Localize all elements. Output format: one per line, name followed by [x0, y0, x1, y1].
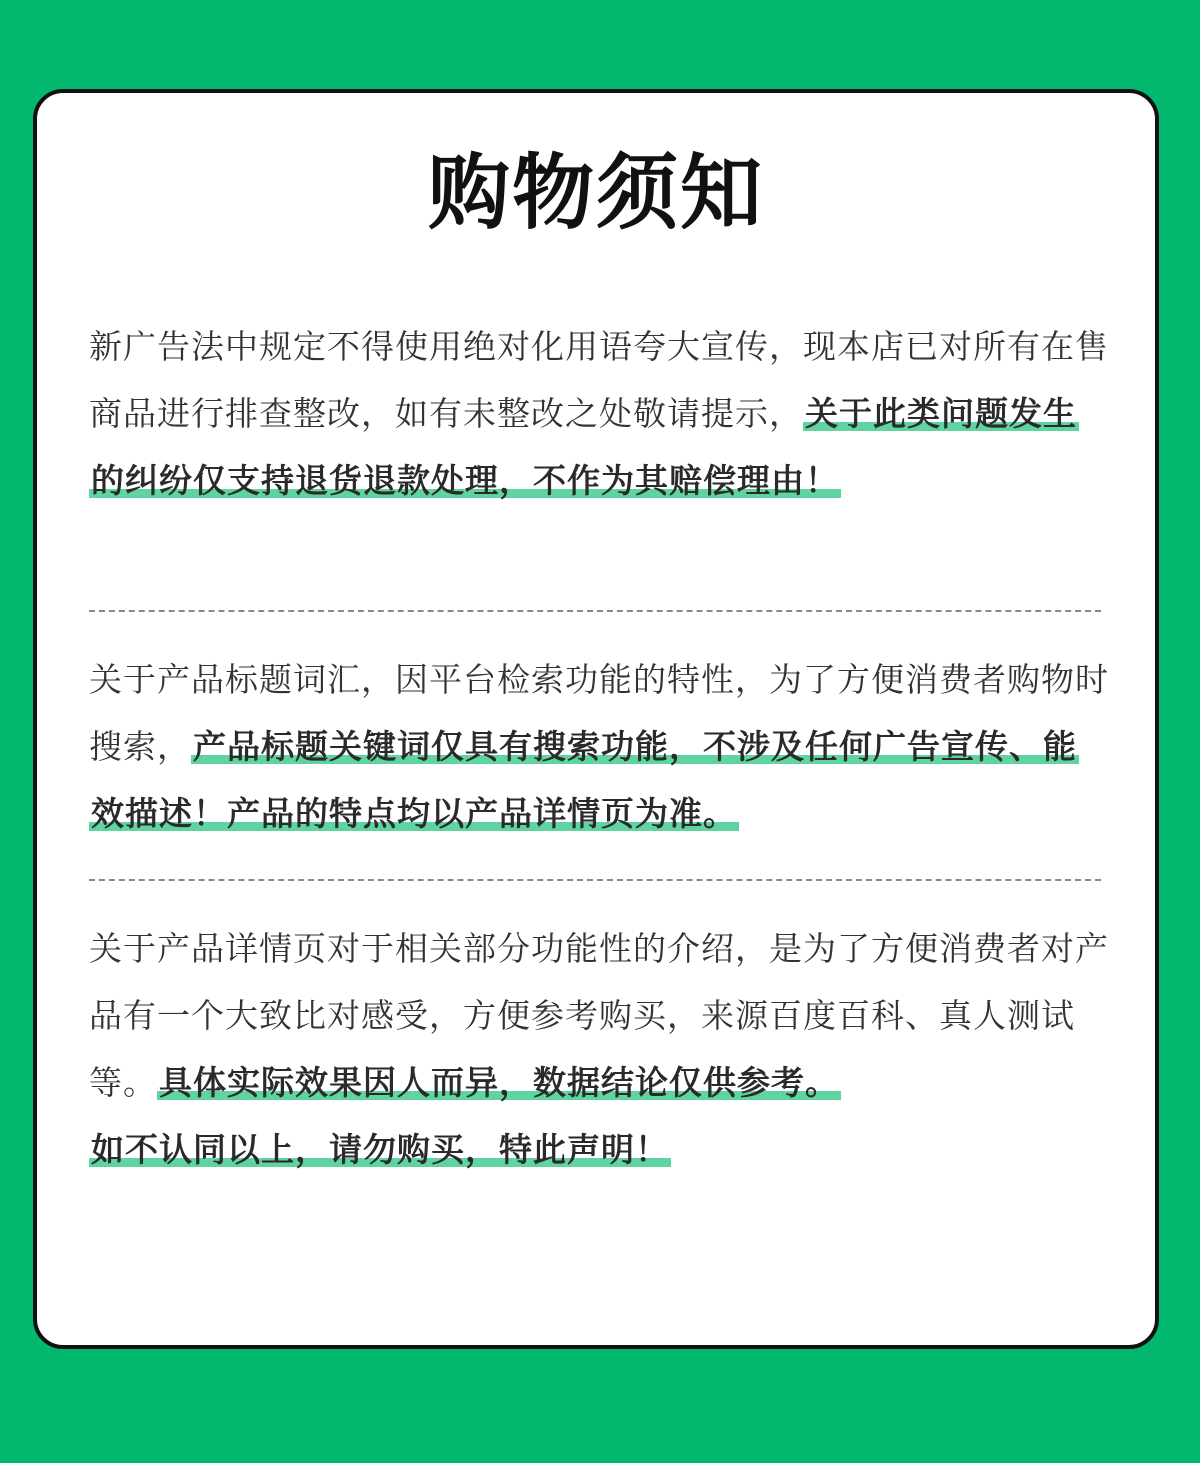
title-area — [37, 146, 1155, 241]
notice-card — [33, 89, 1159, 1349]
section-text: 新广告法中规定不得使用绝对化用语夸大宣传，现本店已对所有在售商品进行排查整改，如有未整改之处敬请提示， — [89, 327, 1109, 433]
dashed-divider — [89, 879, 1101, 881]
page-title-text: 购物须知 — [427, 146, 764, 241]
notice-section-ad-law — [89, 313, 1109, 514]
notice-section-detail-page — [89, 915, 1109, 1183]
highlighted-text: 产品标题关键词仅具有搜索功能，不涉及任何广告宣传、能效描述！产品的特点均以产品详情页为准。 — [91, 727, 1077, 833]
final-statement: 如不认同以上，请勿购买，特此声明！ — [91, 1130, 669, 1169]
highlighted-text: 具体实际效果因人而异，数据结论仅供参考。 — [159, 1063, 839, 1102]
highlighted-text: 关于此类问题发生的纠纷仅支持退货退款处理，不作为其赔偿理由！ — [91, 394, 1077, 500]
dashed-divider — [89, 610, 1101, 612]
final-statement-line — [89, 1116, 1109, 1183]
section-text: 关于产品详情页对于相关部分功能性的介绍，是为了方便消费者对产品有一个大致比对感受，方便参考购买，来源百度百科、真人测试等。 — [89, 929, 1109, 1102]
section-text: 关于产品标题词汇，因平台检索功能的特性，为了方便消费者购物时搜索， — [89, 660, 1109, 766]
notice-section-title-keywords — [89, 646, 1109, 847]
page-title — [420, 146, 772, 241]
